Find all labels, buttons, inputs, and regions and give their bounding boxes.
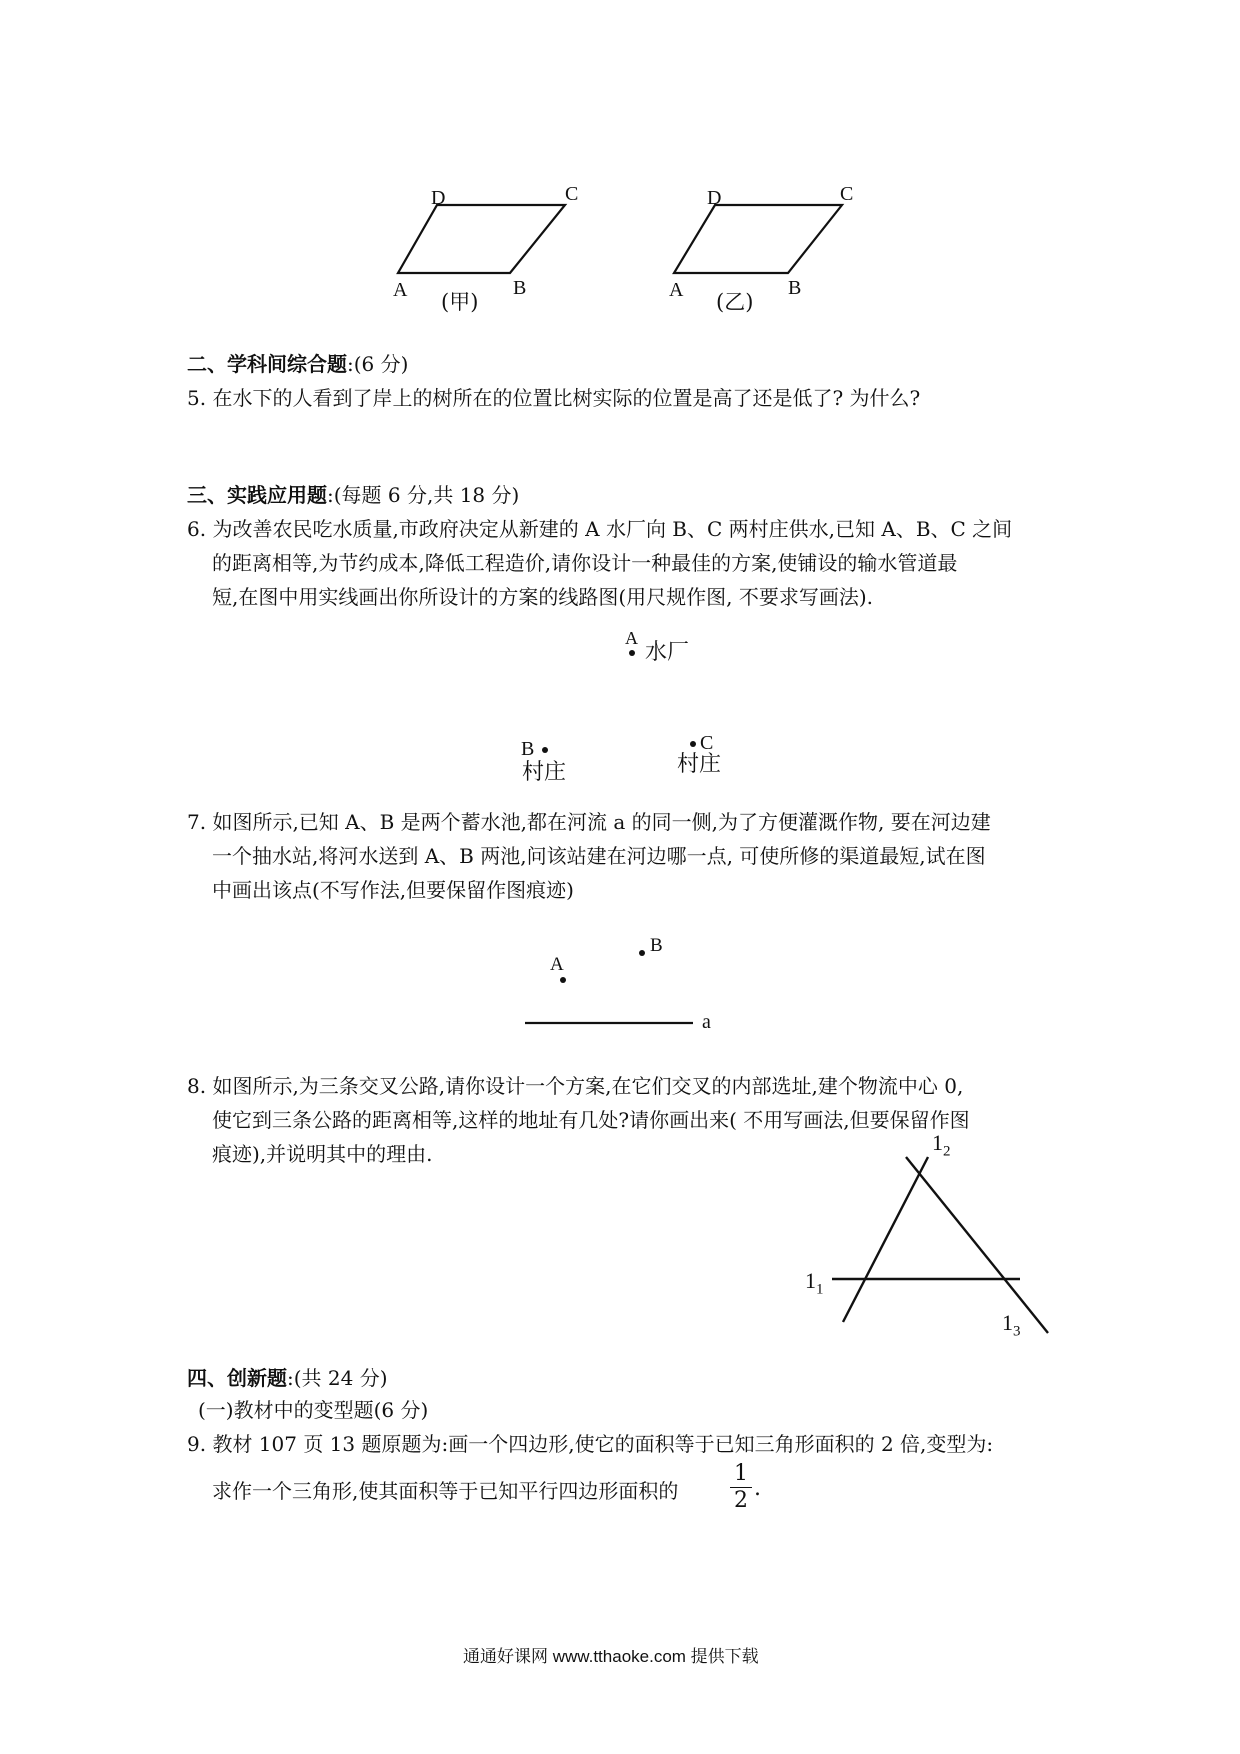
q5-text: 5. 在水下的人看到了岸上的树所在的位置比树实际的位置是高了还是低了? 为什么?	[187, 386, 921, 410]
yi-label-c: C	[840, 183, 854, 205]
section3-heading	[187, 484, 519, 506]
q7-line3: 中画出该点(不写作法,但要保留作图痕迹)	[212, 878, 574, 902]
section4-title: 四、创新题	[187, 1366, 287, 1390]
road-l2-label: $1_2$	[932, 1130, 951, 1160]
q9-end-period: .	[754, 1476, 761, 1501]
road-l3-label: $1_3$	[1002, 1310, 1021, 1340]
reservoir-b-label: B	[650, 935, 663, 956]
section4-score: :(共 24 分)	[287, 1366, 388, 1390]
parallelogram-jia	[398, 205, 565, 273]
q9-line2: 求作一个三角形,使其面积等于已知平行四边形面积的	[212, 1479, 679, 1503]
jia-label-b: B	[513, 277, 527, 299]
section2-score: :(6 分)	[347, 352, 409, 376]
fraction-half	[730, 1462, 752, 1513]
point-a-dot	[629, 650, 635, 656]
parallelogram-yi	[674, 205, 842, 273]
section4-heading	[187, 1367, 388, 1389]
section3-title: 三、实践应用题	[187, 483, 327, 507]
yi-label-b: B	[788, 277, 802, 299]
road-l3	[906, 1157, 1048, 1333]
q6-line2: 的距离相等,为节约成本,降低工程造价,请你设计一种最佳的方案,使铺设的输水管道最	[212, 551, 958, 575]
point-b-dot	[542, 747, 548, 753]
jia-label-c: C	[565, 183, 579, 205]
q8-line2: 使它到三条公路的距离相等,这样的地址有几处?请你画出来( 不用写画法,但要保留作图	[212, 1108, 970, 1132]
road-l2	[843, 1157, 928, 1322]
q9-line1: 9. 教材 107 页 13 题原题为:画一个四边形,使它的面积等于已知三角形面积的 2 倍,变型为:	[187, 1432, 994, 1456]
reservoir-b-dot	[639, 950, 645, 956]
point-b-label: B	[521, 738, 535, 760]
q7-line1: 7. 如图所示,已知 A、B 是两个蓄水池,都在河流 a 的同一侧,为了方便灌溉作物, 要在河边建	[187, 810, 991, 834]
village-c-name: 村庄	[677, 752, 722, 777]
section2-title: 二、学科间综合题	[187, 352, 347, 376]
footer-text: 通通好课网 www.tthaoke.com 提供下载	[463, 1647, 759, 1666]
section3-score: :(每题 6 分,共 18 分)	[327, 483, 520, 507]
reservoir-a-label: A	[550, 954, 564, 975]
jia-label-d: D	[431, 187, 446, 209]
yi-caption: (乙)	[716, 290, 754, 314]
q7-line2: 一个抽水站,将河水送到 A、B 两池,问该站建在河边哪一点, 可使所修的渠道最短,试在图	[212, 844, 986, 868]
section2-heading	[187, 353, 408, 375]
q6-line3: 短,在图中用实线画出你所设计的方案的线路图(用尺规作图, 不要求写画法).	[212, 585, 874, 609]
jia-caption: (甲)	[441, 290, 479, 314]
water-plant-name: 水厂	[645, 640, 690, 665]
point-c-dot	[690, 741, 696, 747]
fraction-numerator: 1	[734, 1461, 748, 1486]
village-b-name: 村庄	[522, 760, 567, 785]
q8-line1: 8. 如图所示,为三条交叉公路,请你设计一个方案,在它们交叉的内部选址,建个物流中心 0,	[187, 1074, 964, 1098]
section4-sub1: (一)教材中的变型题(6 分)	[198, 1398, 429, 1422]
reservoir-a-dot	[560, 977, 566, 983]
point-c-label: C	[700, 732, 714, 754]
fraction-denominator: 2	[734, 1488, 748, 1513]
q6-line1: 6. 为改善农民吃水质量,市政府决定从新建的 A 水厂向 B、C 两村庄供水,已知 A、B、C 之间	[187, 517, 1013, 541]
river-label: a	[702, 1011, 711, 1033]
road-l1-label: $1_1$	[805, 1268, 824, 1298]
point-a-label: A	[625, 628, 638, 648]
yi-label-a: A	[669, 279, 684, 301]
jia-label-a: A	[393, 279, 408, 301]
yi-label-d: D	[707, 187, 722, 209]
q8-line3: 痕迹),并说明其中的理由.	[212, 1142, 433, 1166]
